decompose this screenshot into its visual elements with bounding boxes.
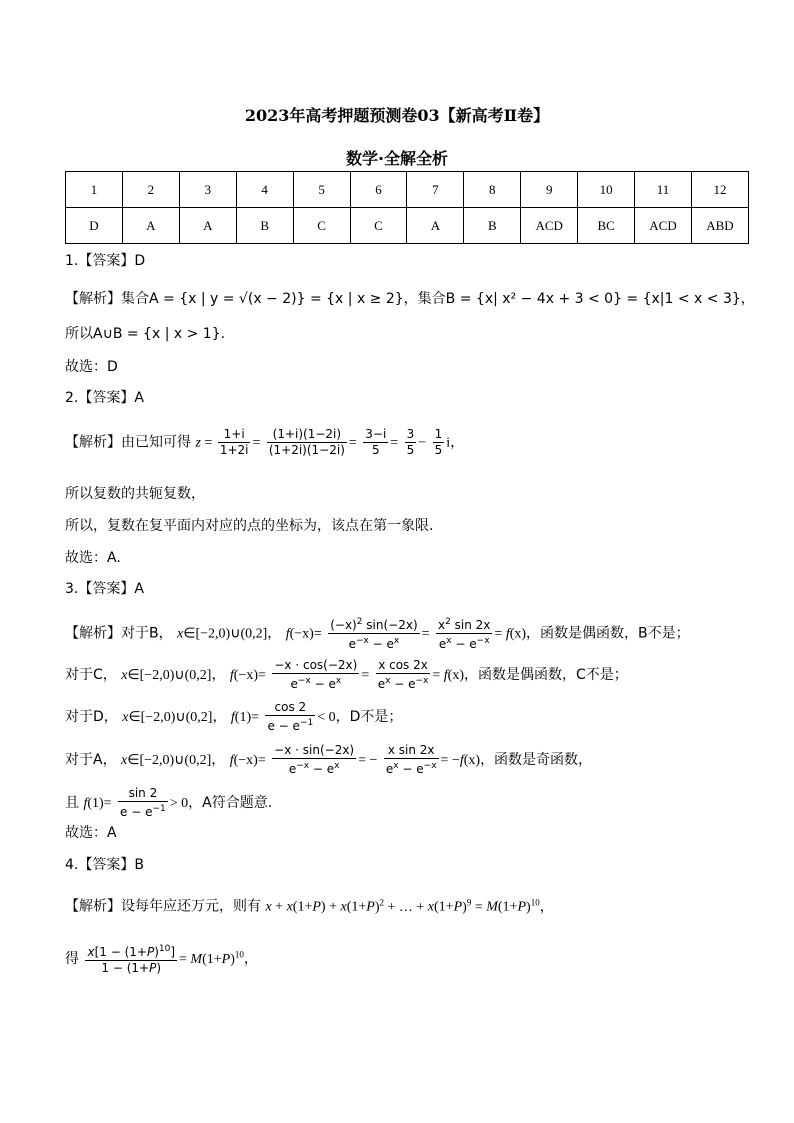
q3-b-text: 对于B， [121,625,173,642]
table-cell: 10 [578,172,635,208]
q1-union-line: 所以A∪B = {x | x > 1}. [65,326,226,342]
q3-option-d: 对于D， x∈[−2,0)∪(0,2]， f(1)= $\frac{\cos 2}{e - e^{-1}}$ < 0，D不是； [65,700,403,733]
q1-choice: 故选：D [65,359,118,375]
table-cell: ACD [521,208,578,244]
answer-table [65,171,749,244]
table-cell: 8 [464,172,521,208]
q2-analysis-text: 由已知可得 [121,434,191,451]
q1-answer: 1.【答案】D [65,253,146,269]
q3-b-conclusion: ，函数是偶函数，B不是； [526,625,690,642]
q1-analysis [65,289,755,309]
q3-option-a: 对于A， x∈[−2,0)∪(0,2]， f(−x)= $\frac{-x \cdot \sin(-2x)}{e^{-x} - e^x}$ = − $\frac{\text{x sin 2x}}{e^x - e^{-x}}$ = −f(x)，函数是奇函数， [65,743,593,776]
q3-option-b: 【解析】对于B， x∈[−2,0)∪(0,2]， f(−x)= $\frac{(-x)^2 \sin(-2x)}{e^{-x} - e^x}$ = $\frac{x^2 \sin 2x}{e^x - e^{-x}}$ = f(x)，函数是偶函数，B不是； [65,617,690,651]
table-cell: D [66,208,123,244]
q2-answer: 2.【答案】A [65,390,144,406]
q2-point: 所以，复数在复平面内对应的点的坐标为，该点在第一象限. [65,518,434,534]
table-row-answers [66,208,749,244]
q1-analysis-text: 集合A = {x | y = √(x − 2)} = {x | x ≥ 2}，集合B = {x| x² − 4x + 3 < 0} = {x|1 < x < 3}， [121,291,755,307]
table-cell: 4 [236,172,293,208]
page-subtitle: 数学·全解全析 [345,149,449,168]
q3-a-text: 对于A， [65,752,117,768]
q3-choice: 故选：A [65,825,117,841]
table-cell: A [407,208,464,244]
table-cell: 12 [691,172,748,208]
q3-f1-conclusion: ，A符合题意. [188,795,273,811]
q3-c-conclusion: ，函数是偶函数，C不是； [463,667,628,683]
q3-c-text: 对于C， [65,667,117,683]
q3-f1-text: 且 [65,795,79,811]
q2-analysis: 【解析】由已知可得 z = $\frac{1+i}{1+2i}$ = $\frac{(1+i)(1-2i)}{(1+2i)(1-2i)}$ = $\frac{3-i}{5}$ = $\frac{3}{5}$ − $\frac{1}{5}$ i， [65,427,465,457]
table-cell: B [236,208,293,244]
q4-analysis-text: 设每年应还万元，则有 [121,898,261,915]
q4-analysis: 【解析】设每年应还万元，则有 $x + x(1+P) + x(1+P)^2$ + … + $x(1+P)^9 = M(1+P)^{10}$， [65,897,554,915]
table-cell: 7 [407,172,464,208]
q4-derivation: 得 $\frac{x[1 - (1+P)^{10}]}{1 - (1+P)}$ = $M(1+P)^{10}$， [65,944,258,975]
table-cell: ACD [635,208,692,244]
analysis-label: 【解析】 [65,898,121,915]
table-cell: C [350,208,407,244]
table-cell: 11 [635,172,692,208]
table-cell: 1 [66,172,123,208]
table-cell: 5 [293,172,350,208]
table-cell: 9 [521,172,578,208]
table-cell: 3 [179,172,236,208]
analysis-label: 【解析】 [65,434,121,451]
table-cell: B [464,208,521,244]
q2-conjugate: 所以复数的共轭复数， [65,486,205,502]
q2-choice: 故选：A. [65,550,121,566]
q3-answer: 3.【答案】A [65,581,144,597]
table-cell: A [179,208,236,244]
q4-answer: 4.【答案】B [65,857,144,873]
table-cell: A [122,208,179,244]
table-cell: ABD [691,208,748,244]
q3-option-c: 对于C， x∈[−2,0)∪(0,2]， f(−x)= $\frac{-x \cdot \cos(-2x)}{e^{-x} - e^x}$ = $\frac{\text{x cos 2x}}{e^x - e^{-x}}$ = f(x)，函数是偶函数，C不是； [65,658,628,691]
table-cell: 2 [122,172,179,208]
table-cell: C [293,208,350,244]
q4-derivation-text: 得 [65,951,79,967]
q3-f1-line: 且 f(1)= $\frac{\sin 2}{e - e^{-1}}$ > 0，A符合题意. [65,786,273,819]
table-row-numbers [66,172,749,208]
q3-d-conclusion: ，D不是； [335,709,403,725]
table-cell: 6 [350,172,407,208]
analysis-label: 【解析】 [65,625,121,642]
q3-d-text: 对于D， [65,709,118,725]
page-title: 2023年高考押题预测卷03【新高考Ⅱ卷】 [244,106,550,125]
table-cell: BC [578,208,635,244]
analysis-label: 【解析】 [65,291,121,307]
q3-a-conclusion: ，函数是奇函数， [480,752,593,768]
